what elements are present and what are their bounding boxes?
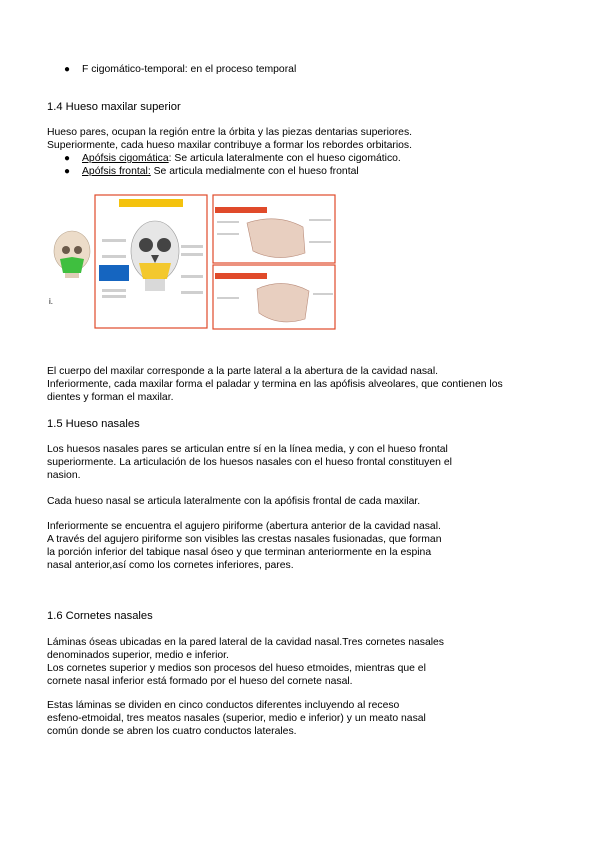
term-apofisis-cigomatica: Apófsis cigomática bbox=[82, 153, 169, 164]
bullet-cigomatico-temporal: F cigomático-temporal: en el proceso temporal bbox=[82, 64, 297, 75]
bullet-dot: ● bbox=[64, 153, 71, 164]
paragraph-line: Superiormente, cada hueso maxilar contribuye a formar los rebordes orbitarios. bbox=[47, 140, 413, 151]
paragraph-line: Inferiormente, cada maxilar forma el paladar y termina en las apófisis alveolares, que contienen los bbox=[47, 379, 503, 390]
paragraph-line: la porción inferior del tabique nasal óseo y que terminan anteriormente en la espina bbox=[47, 547, 432, 558]
maxilla-anatomy-figure bbox=[47, 193, 337, 333]
paragraph-line: Los huesos nasales pares se articulan entre sí en la línea media, y con el hueso frontal bbox=[47, 444, 448, 455]
paragraph-line: El cuerpo del maxilar corresponde a la parte lateral a la abertura de la cavidad nasal. bbox=[47, 366, 439, 377]
section-heading-1-6: 1.6 Cornetes nasales bbox=[47, 610, 153, 622]
paragraph-line: Estas láminas se dividen en cinco conductos diferentes incluyendo al receso bbox=[47, 700, 400, 711]
paragraph-line: Hueso pares, ocupan la región entre la órbita y las piezas dentarias superiores. bbox=[47, 127, 413, 138]
paragraph-line: esfeno-etmoidal, tres meatos nasales (superior, medio e inferior) y un meato nasal bbox=[47, 713, 426, 724]
paragraph-line: Inferiormente se encuentra el agujero piriforme (abertura anterior de la cavidad nasal. bbox=[47, 521, 441, 532]
paragraph-line: superiormente. La articulación de los huesos nasales con el hueso frontal constituyen el bbox=[47, 457, 452, 468]
bullet-apofisis-frontal bbox=[82, 165, 359, 178]
bullet-apofisis-cigomatica bbox=[82, 152, 401, 165]
paragraph-line: dientes y forman el maxilar. bbox=[47, 392, 174, 403]
paragraph-line: nasion. bbox=[47, 470, 81, 481]
paragraph-line: Láminas óseas ubicadas en la pared lateral de la cavidad nasal.Tres cornetes nasales bbox=[47, 637, 445, 648]
paragraph-line: Los cornetes superior y medios son procesos del hueso etmoides, mientras que el bbox=[47, 663, 426, 674]
figure-mark: i. bbox=[49, 297, 53, 306]
paragraph-line: Cada hueso nasal se articula lateralmente con la apófisis frontal de cada maxilar. bbox=[47, 496, 421, 507]
term-apofisis-frontal: Apófsis frontal: bbox=[82, 166, 151, 177]
paragraph-line: nasal anterior,así como los cornetes inferiores, pares. bbox=[47, 560, 294, 571]
section-heading-1-5: 1.5 Hueso nasales bbox=[47, 418, 140, 430]
small-skull-image bbox=[54, 231, 90, 278]
section-heading-1-4: 1.4 Hueso maxilar superior bbox=[47, 101, 181, 113]
bullet-text: : Se articula lateralmente con el hueso cigomático. bbox=[168, 153, 401, 164]
paragraph-line: común donde se abren los cuatro conductos laterales. bbox=[47, 726, 297, 737]
bullet-text: Se articula medialmente con el hueso frontal bbox=[150, 166, 359, 177]
paragraph-line: denominados superior, medio e inferior. bbox=[47, 650, 229, 661]
bullet-dot: ● bbox=[64, 166, 71, 177]
paragraph-line: A través del agujero piriforme son visibles las crestas nasales fusionadas, que forman bbox=[47, 534, 442, 545]
bullet-dot: ● bbox=[64, 64, 71, 75]
paragraph-line: cornete nasal inferior está formado por el hueso del cornete nasal. bbox=[47, 676, 353, 687]
figure-graphic bbox=[47, 193, 337, 333]
